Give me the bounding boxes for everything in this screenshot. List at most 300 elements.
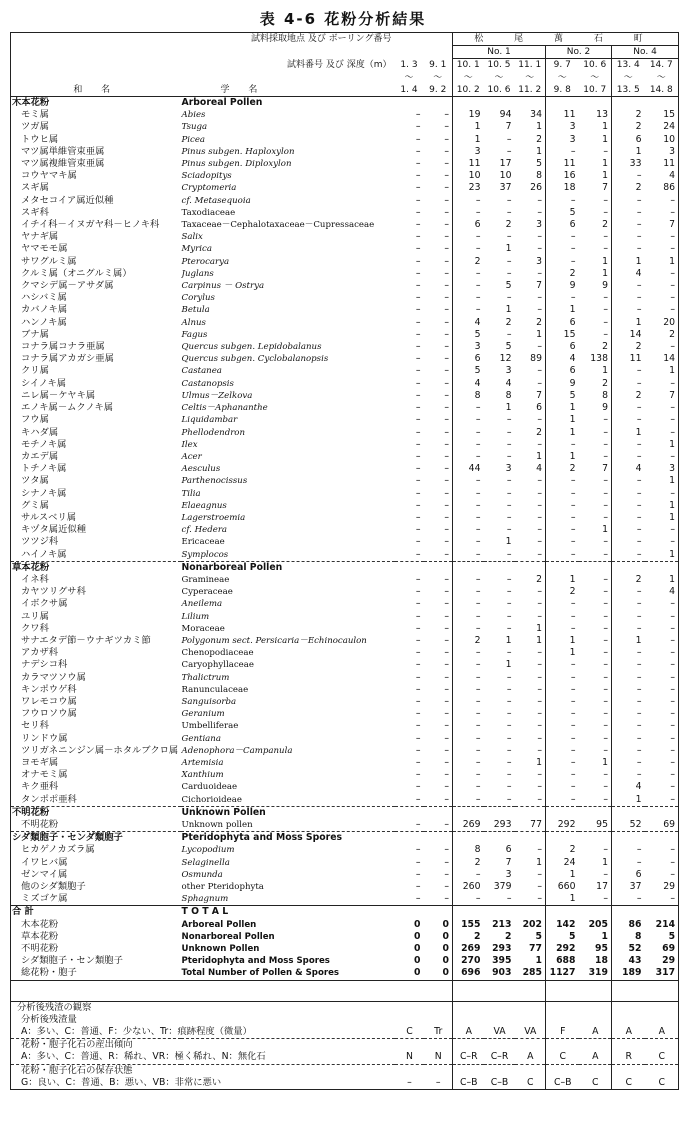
section-blank (546, 97, 579, 110)
count-cell: – (444, 231, 449, 243)
count-cell: – (415, 316, 421, 328)
count-cell: 4 (453, 378, 484, 390)
scientific-name: Caryophyllaceae (181, 660, 254, 671)
count-cell: – (603, 438, 608, 450)
count-cell: 8 (602, 389, 608, 401)
count-cell: – (506, 292, 512, 304)
count-cell: – (415, 182, 421, 194)
japanese-name: モチノキ属 (21, 438, 67, 450)
count-cell: – (537, 844, 542, 856)
count-cell: – (603, 316, 608, 328)
count-cell: 1 (612, 256, 645, 268)
scientific-name: Symplocos (181, 549, 229, 560)
table-row (11, 696, 679, 708)
depth-top: 10. 6 (583, 60, 607, 71)
japanese-name: ツリガネニンジン属－ホタルブクロ属 (21, 744, 179, 756)
count-cell: – (453, 475, 484, 487)
japanese-name: ハシバミ属 (21, 292, 67, 304)
section-blank (515, 832, 546, 845)
count-cell: – (444, 659, 449, 671)
count-cell: 86 (663, 182, 676, 194)
table-row (11, 720, 679, 732)
section-blank (424, 1014, 453, 1026)
count-cell: – (537, 548, 542, 560)
count-cell: 1 (546, 451, 579, 463)
count-cell: – (537, 365, 542, 377)
total-japanese-name: シダ類胞子・セン類胞子 (21, 955, 123, 967)
count-cell: – (415, 744, 421, 756)
count-cell: – (670, 671, 676, 683)
japanese-name: ブナ属 (21, 328, 49, 340)
count-cell: – (612, 243, 645, 255)
count-cell: 1 (536, 328, 542, 340)
count-cell: – (603, 598, 608, 610)
count-cell: – (612, 611, 645, 623)
count-cell: 20 (663, 316, 676, 328)
count-cell: – (444, 389, 449, 401)
count-cell: – (612, 684, 645, 696)
observation-title: 分析後残渣の観察 (11, 1001, 395, 1014)
count-cell: – (453, 512, 484, 524)
total-value: 0 (414, 955, 421, 967)
count-cell: – (537, 341, 542, 353)
japanese-name: キク亜科 (21, 781, 59, 793)
total-value: 5 (546, 931, 579, 943)
count-cell: – (506, 756, 512, 768)
scientific-name: Osmunda (181, 869, 223, 880)
count-cell: – (444, 219, 449, 231)
count-cell: – (546, 292, 579, 304)
count-cell: 3 (505, 365, 512, 377)
scientific-name: Artemisia (181, 757, 224, 768)
section-jp: 草本花粉 (11, 561, 181, 574)
page-title: 表 4-6 花粉分析結果 (259, 10, 427, 28)
count-cell: 6 (612, 869, 645, 881)
japanese-name: オナモミ属 (21, 769, 68, 781)
count-cell: – (546, 146, 579, 158)
count-cell: 2 (602, 341, 608, 353)
header-depth-top-row (11, 59, 679, 72)
count-cell: 8 (505, 389, 512, 401)
japanese-name: トウヒ属 (21, 133, 59, 145)
table-row (11, 745, 679, 757)
count-cell: – (506, 450, 512, 462)
count-cell: – (670, 487, 676, 499)
scientific-name: Ranunculaceae (181, 684, 249, 695)
count-cell: – (612, 475, 645, 487)
count-cell: – (453, 869, 484, 881)
section-blank (424, 906, 453, 919)
scientific-name: Quercus subgen. Cyclobalanopsis (181, 354, 329, 365)
total-value: 95 (595, 943, 608, 955)
count-cell: – (444, 316, 449, 328)
count-cell: – (670, 341, 676, 353)
observation-label-row (11, 1014, 679, 1026)
scientific-name: Umbelliferae (181, 721, 239, 732)
count-cell: 2 (453, 256, 484, 268)
depth-top: 9. 7 (546, 59, 579, 72)
count-cell: – (453, 402, 484, 414)
section-blank (612, 1064, 645, 1077)
table-row (11, 304, 679, 316)
count-cell: – (415, 487, 421, 499)
table-row (11, 611, 679, 623)
count-cell: – (546, 195, 579, 207)
count-cell: – (612, 857, 645, 869)
count-cell: 29 (663, 881, 676, 893)
count-cell: 4 (669, 586, 676, 598)
count-cell: – (603, 893, 608, 905)
count-cell: – (415, 414, 421, 426)
count-cell: – (670, 756, 676, 768)
count-cell: – (453, 684, 484, 696)
section-blank (453, 832, 484, 845)
count-cell: – (537, 708, 542, 720)
count-cell: 7 (602, 182, 608, 194)
section-blank (612, 906, 645, 919)
count-cell: 2 (612, 341, 645, 353)
wa-name-label: 和 名 (73, 84, 119, 95)
count-cell: – (453, 292, 484, 304)
section-en: Arboreal Pollen (181, 97, 395, 110)
count-cell: – (415, 536, 421, 548)
count-cell: – (415, 622, 421, 634)
count-cell: – (444, 844, 449, 856)
count-cell: 1 (669, 573, 676, 585)
section-blank (424, 832, 453, 845)
count-cell: 26 (530, 182, 542, 194)
section-blank (612, 561, 645, 574)
count-cell: – (444, 463, 449, 475)
section-en: Unknown Pollen (181, 806, 395, 819)
count-cell: – (546, 696, 579, 708)
count-cell: – (612, 170, 645, 182)
count-cell: – (670, 402, 676, 414)
count-cell: – (537, 793, 542, 805)
count-cell: – (546, 672, 579, 684)
count-cell: – (612, 757, 645, 769)
count-cell: – (612, 451, 645, 463)
count-cell: – (670, 856, 676, 868)
count-cell: 2 (536, 573, 542, 585)
japanese-name: フウロソウ属 (21, 708, 77, 720)
depth-tilde: ～ (433, 72, 443, 83)
count-cell: – (612, 439, 645, 451)
count-cell: 77 (530, 819, 542, 830)
table-row (11, 536, 679, 548)
count-cell: – (537, 671, 542, 683)
table-row (11, 586, 679, 598)
observation-value: VA (493, 1026, 506, 1038)
scientific-name: Ericaceae (181, 537, 225, 548)
header-tilde-row (11, 72, 679, 84)
section-blank (645, 561, 679, 574)
count-cell: – (612, 280, 645, 292)
count-cell: 11 (663, 158, 676, 170)
count-cell: – (612, 512, 645, 524)
japanese-name: ヒカゲノカズラ属 (21, 844, 95, 856)
section-blank (546, 906, 579, 919)
table-row (11, 769, 679, 781)
count-cell: – (537, 231, 542, 243)
count-cell: 6 (546, 341, 579, 353)
observation-value: A (592, 1026, 599, 1038)
count-cell: 2 (453, 857, 484, 869)
table-row (11, 427, 679, 439)
count-cell: 1 (505, 536, 512, 548)
count-cell: – (670, 793, 676, 805)
count-cell: – (453, 720, 484, 732)
count-cell: – (444, 280, 449, 292)
count-cell: – (603, 634, 608, 646)
count-cell: – (546, 488, 579, 500)
table-row (11, 659, 679, 671)
count-cell: – (444, 524, 449, 536)
table-row (11, 353, 679, 365)
count-cell: 4 (612, 463, 645, 475)
count-cell: 1 (453, 134, 484, 146)
observation-value: N (406, 1051, 413, 1063)
total-value: 0 (414, 967, 421, 979)
count-cell: 7 (505, 856, 512, 868)
count-cell: 5 (453, 365, 484, 377)
count-cell: 1 (602, 856, 608, 868)
japanese-name: サナエタデ節－ウナギツカミ節 (21, 634, 151, 646)
table-row (11, 708, 679, 720)
total-english-name: Nonarboreal Pollen (181, 931, 275, 942)
count-cell: 3 (505, 868, 512, 880)
count-cell: – (415, 365, 421, 377)
count-cell: – (415, 206, 421, 218)
count-cell: – (670, 769, 676, 781)
count-cell: – (603, 610, 608, 622)
count-cell: – (546, 231, 579, 243)
count-cell: 11 (546, 158, 579, 170)
japanese-name: カエデ属 (21, 450, 59, 462)
total-japanese-name: 不明花粉 (21, 943, 59, 955)
count-cell: 33 (612, 158, 645, 170)
depth-top: 10. 1 (453, 59, 484, 72)
total-value: 52 (612, 943, 645, 955)
japanese-name: ゼンマイ属 (21, 868, 68, 880)
spacer-cell (515, 980, 546, 1001)
total-value: 0 (442, 918, 449, 930)
count-cell: – (537, 243, 542, 255)
count-cell: – (612, 598, 645, 610)
section-blank (484, 1001, 515, 1014)
count-cell: – (453, 574, 484, 586)
table-row (11, 292, 679, 304)
section-en: Pteridophyta and Moss Spores (181, 832, 395, 845)
count-cell: – (506, 793, 512, 805)
japanese-name: クワ科 (21, 622, 49, 634)
count-cell: – (506, 744, 512, 756)
count-cell: 4 (453, 317, 484, 329)
japanese-name: マツ属単維管束亜属 (21, 145, 105, 157)
count-cell: – (453, 243, 484, 255)
count-cell: – (444, 586, 449, 598)
scientific-name: Unknown pollen (181, 820, 253, 830)
japanese-name: エノキ属－ムクノキ属 (21, 402, 114, 414)
table-row (11, 869, 679, 881)
depth-top: 9. 1 (429, 60, 447, 71)
count-cell: – (415, 671, 421, 683)
count-cell: 6 (453, 353, 484, 365)
observation-value: C (592, 1076, 599, 1088)
scientific-name: Lilium (181, 611, 210, 622)
japanese-name: ナデシコ科 (21, 659, 68, 671)
count-cell: 4 (612, 268, 645, 280)
japanese-name: ユリ属 (21, 610, 49, 622)
table-row (11, 463, 679, 475)
count-cell: 2 (669, 328, 676, 340)
spacer-cell (612, 980, 645, 1001)
count-cell: 11 (546, 109, 579, 121)
total-value: 214 (655, 918, 676, 930)
count-cell: 1 (602, 267, 608, 279)
count-cell: 5 (546, 390, 579, 402)
section-blank (484, 906, 515, 919)
count-cell: – (537, 732, 542, 744)
spacer-cell (579, 980, 612, 1001)
total-header (11, 906, 679, 919)
japanese-name: ツツジ科 (21, 536, 59, 548)
count-cell: 4 (669, 170, 676, 182)
count-cell: – (670, 622, 676, 634)
table-row (11, 757, 679, 769)
count-cell: – (537, 536, 542, 548)
count-cell: 17 (596, 881, 608, 893)
count-cell: – (506, 893, 512, 905)
count-cell: – (546, 439, 579, 451)
count-cell: – (444, 255, 449, 267)
observation-legend: A：多い、C：普通、F：少ない、Tr：痕跡程度（微量） (21, 1026, 252, 1038)
count-cell: 9 (546, 378, 579, 390)
count-cell: – (453, 745, 484, 757)
count-cell: – (612, 195, 645, 207)
observation-label: 花粉・胞子化石の産出傾向 (11, 1039, 395, 1052)
count-cell: – (670, 868, 676, 880)
spacer-cell (181, 980, 395, 1001)
scientific-name: Abies (181, 110, 206, 121)
spacer-cell (424, 980, 453, 1001)
observation-value: R (612, 1051, 645, 1064)
spacer-cell (484, 980, 515, 1001)
count-cell: – (506, 328, 512, 340)
total-value: 189 (612, 967, 645, 980)
count-cell: – (453, 231, 484, 243)
count-cell: – (453, 659, 484, 671)
count-cell: – (453, 757, 484, 769)
count-cell: – (506, 133, 512, 145)
count-cell: – (444, 206, 449, 218)
table-row (11, 684, 679, 696)
count-cell: – (415, 708, 421, 720)
count-cell: 11 (453, 158, 484, 170)
table-row (11, 280, 679, 292)
count-cell: – (444, 610, 449, 622)
total-row (11, 955, 679, 967)
section-blank (424, 561, 453, 574)
count-cell: 15 (546, 329, 579, 341)
count-cell: 52 (612, 819, 645, 832)
count-cell: – (670, 781, 676, 793)
count-cell: 2 (546, 463, 579, 475)
count-cell: – (612, 402, 645, 414)
count-cell: – (506, 499, 512, 511)
count-cell: – (670, 634, 676, 646)
count-cell: – (444, 243, 449, 255)
count-cell: – (415, 231, 421, 243)
count-cell: 1 (612, 794, 645, 807)
count-cell: – (415, 647, 421, 659)
count-cell: – (546, 659, 579, 671)
japanese-name: カラマツソウ属 (21, 671, 86, 683)
scientific-name: Castanea (181, 366, 222, 377)
observation-value: N (434, 1051, 442, 1063)
scientific-name: Fagus (181, 329, 208, 340)
japanese-name: フウ属 (21, 414, 49, 426)
japanese-name: イネ科 (21, 573, 49, 585)
observation-value: F (546, 1026, 579, 1039)
japanese-name: ミズゴケ属 (21, 893, 68, 905)
scientific-name: Xanthium (181, 770, 224, 781)
scientific-name: cf. Metasequoia (181, 195, 251, 206)
count-cell: – (670, 844, 676, 856)
japanese-name: 他のシダ類胞子 (21, 881, 86, 893)
count-cell: – (603, 732, 608, 744)
observation-value: C (527, 1076, 534, 1088)
count-cell: – (612, 720, 645, 732)
table-row (11, 893, 679, 906)
count-cell: – (444, 133, 449, 145)
count-cell: – (670, 708, 676, 720)
depth-tilde: ～ (494, 72, 504, 83)
section-blank (579, 1001, 612, 1014)
section-blank (424, 1039, 453, 1052)
spacer-cell (453, 980, 484, 1001)
scientific-name: Ulmus－Zelkova (181, 390, 253, 401)
count-cell: 1 (536, 622, 542, 634)
count-cell: – (415, 793, 421, 805)
section-blank (395, 97, 424, 110)
count-cell: 3 (453, 146, 484, 158)
count-cell: 2 (602, 219, 608, 231)
count-cell: – (612, 500, 645, 512)
count-cell: – (603, 511, 608, 523)
count-cell: – (415, 511, 421, 523)
count-cell: 3 (546, 121, 579, 133)
count-cell: – (546, 720, 579, 732)
count-cell: – (612, 769, 645, 781)
count-cell: – (444, 499, 449, 511)
section-blank (546, 1039, 579, 1052)
depth-bottom: 9. 2 (429, 84, 447, 95)
table-row (11, 647, 679, 659)
count-cell: – (444, 881, 449, 893)
count-cell: – (453, 268, 484, 280)
japanese-name: ツタ属 (21, 475, 49, 487)
table-row (11, 219, 679, 231)
count-cell: 1 (602, 133, 608, 145)
total-value: 86 (612, 919, 645, 931)
table-row (11, 256, 679, 268)
count-cell: – (603, 659, 608, 671)
depth-bottom: 10. 6 (487, 84, 511, 95)
count-cell: – (603, 708, 608, 720)
section-blank (612, 1014, 645, 1026)
japanese-name: サワグルミ属 (21, 255, 77, 267)
